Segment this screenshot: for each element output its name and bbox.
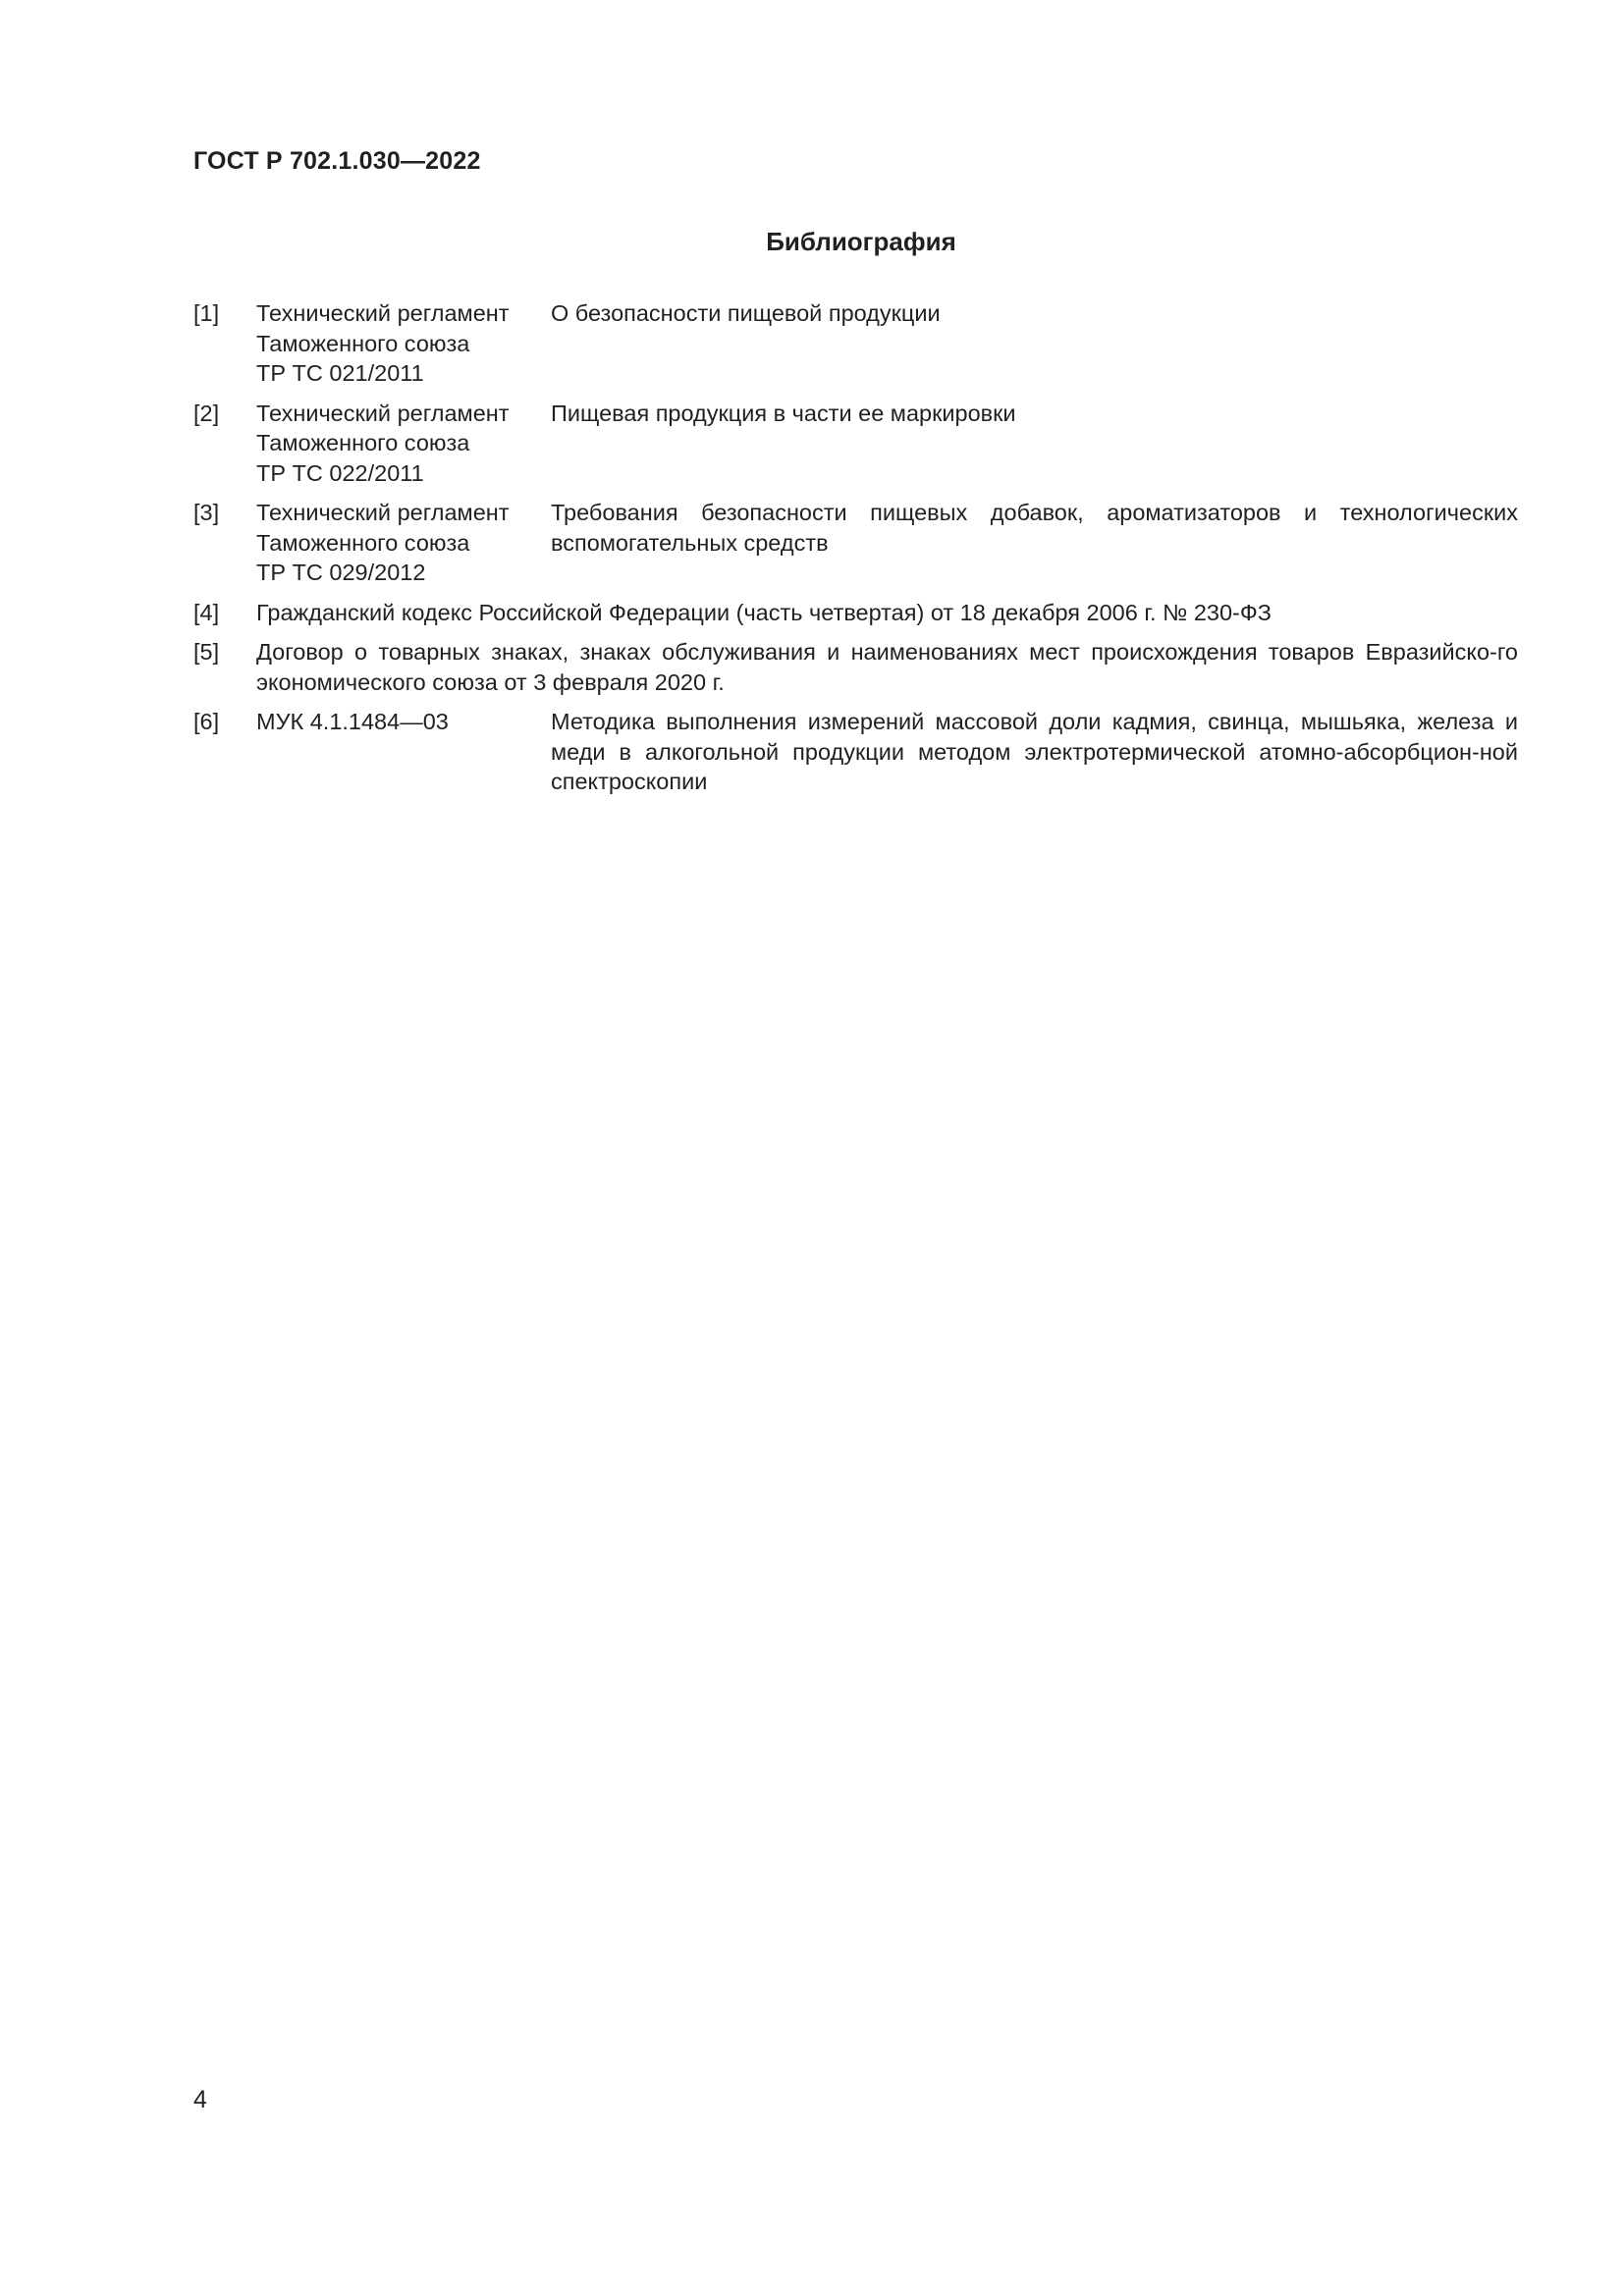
entry-description: Методика выполнения измерений массовой доли кадмия, свинца, мышьяка, железа и меди в алкогольной продукции методом электротермической атомно-абсорбцион-ной спектроскопии xyxy=(551,709,1518,794)
document-header-code: ГОСТ Р 702.1.030—2022 xyxy=(193,147,481,175)
bibliography-entry-2 xyxy=(193,399,1518,489)
bibliography-entry-1 xyxy=(193,298,1518,389)
entry-description: Требования безопасности пищевых добавок, ароматизаторов и технологических вспомогательных средств xyxy=(551,500,1518,556)
entry-number: [5] xyxy=(193,639,220,665)
bibliography-entry-6 xyxy=(193,707,1518,797)
entry-description: О безопасности пищевой продукции xyxy=(551,300,941,326)
entry-source: МУК 4.1.1484—03 xyxy=(256,709,449,734)
section-title-text: Библиография xyxy=(766,227,956,256)
bibliography-entry-5 xyxy=(193,637,1518,697)
bibliography-list xyxy=(193,298,1518,807)
section-title xyxy=(0,227,1624,257)
entry-full-text: Гражданский кодекс Российской Федерации (часть четвертая) от 18 декабря 2006 г. № 230-ФЗ xyxy=(256,599,1272,625)
entry-source: Технический регламент Таможенного союза ТР ТС 029/2012 xyxy=(256,500,510,585)
entry-number: [6] xyxy=(193,709,220,734)
entry-source: Технический регламент Таможенного союза ТР ТС 022/2011 xyxy=(256,400,510,486)
entry-number: [1] xyxy=(193,300,220,326)
bibliography-entry-4 xyxy=(193,598,1518,628)
page-number: 4 xyxy=(193,2086,207,2113)
entry-number: [2] xyxy=(193,400,220,426)
entry-source: Технический регламент Таможенного союза ТР ТС 021/2011 xyxy=(256,300,510,386)
entry-number: [3] xyxy=(193,500,220,525)
entry-full-text: Договор о товарных знаках, знаках обслуживания и наименованиях мест происхождения товаров Евразийско-го экономического союза от 3 февраля 2020 г. xyxy=(256,639,1518,695)
entry-description: Пищевая продукция в части ее маркировки xyxy=(551,400,1016,426)
bibliography-entry-3 xyxy=(193,498,1518,588)
entry-number: [4] xyxy=(193,599,220,625)
